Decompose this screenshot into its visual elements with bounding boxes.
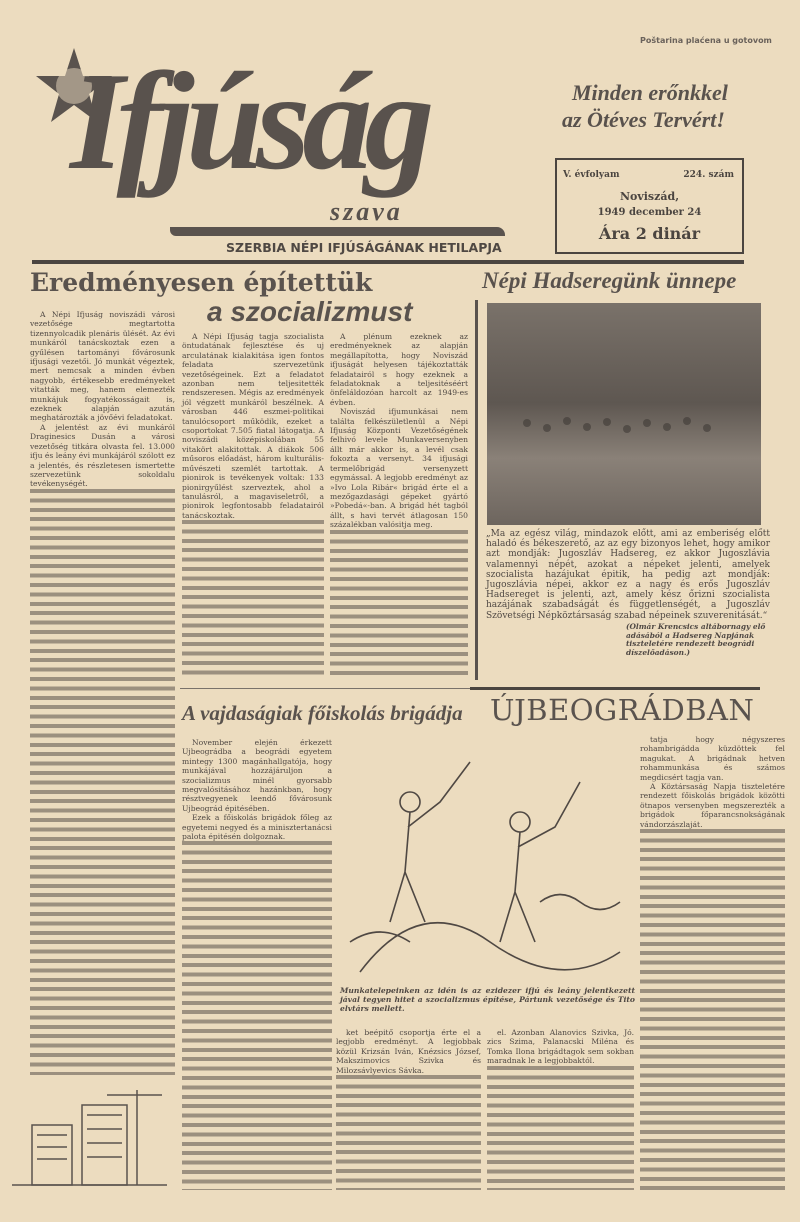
article1-column-3: [330, 332, 468, 680]
paragraph: A Népi Ifjuság noviszádi városi vezetősége megtartotta tizennyolcadik plenáris ülését. Az évi munkáról tanácskoztak ezen a gyűlésen tartományi fővárosunk ifjusági vezetői. Jó munkát végeztek, mert nemcsak a minden évben nagyobb, értékesebb eredményeket vitatták meg, hanem elemezték munkájuk fogyatékosságait is, ezeknek alapján azután meghatározták a jövőévi feladatokat.: [30, 310, 175, 423]
paragraph: tatja hogy négyszeres rohambrigádda küzdöttek fel magukat. A brigádnak hetven rohammunkása és számos megdicsért tagja van.: [640, 735, 785, 782]
quote-attribution: (Olmár Krencsics altábornagy elő adásából a Hadsereg Napjának tiszteletére rendezett beográdi díszelőadáson.): [626, 621, 766, 658]
paragraph: Noviszád ifjumunkásai nem találta felkészületlenül a Népi Ifjuság Központi Vezetőségének felhivó levele Munkaversenyben állt már akkor is, a levél csak fokozta a versenyt. 34 ifjusági termelőbrigád versenyzett egymással. A legjobb eredményt az »Ivo Lola Ribár« brigád érte el a mezőgazdasági gépeket gyártó »Pobedá«-ban. A brigád hét tagból állt, s havi tervét átlagosan 150 százalékban valósitja meg.: [330, 407, 468, 530]
article3-column-a-continued-text: [182, 841, 332, 1190]
paragraph: A Köztársaság Napja tiszteletére rendezett főiskolás brigádok közötti ötnapos versenyben megszerezték a brigádok főparancsnokságának vándorzászlaját.: [640, 782, 785, 829]
article3-column-b: [336, 1028, 481, 1190]
article3-column-c-continued-text: [487, 1066, 634, 1190]
article1-headline-1: Eredményesen építettük: [30, 268, 373, 297]
article2-headline: Népi Hadseregünk ünnepe: [482, 268, 737, 293]
price: Ára 2 dinár: [598, 224, 701, 243]
article3-column-a: [182, 738, 332, 1190]
newspaper-title-logo: Ifjúság: [70, 44, 427, 199]
paragraph: Ezek a főiskolás brigádok főleg az egyetemi negyed és a minisztertanácsi palota épitésén dolgoznak.: [182, 813, 332, 842]
article3-headline-2: ÚJBEOGRÁDBAN: [490, 693, 755, 727]
paragraph: A Népi Ifjuság tagja szocialista öntudatának fejlesztése és uj arculatának kialakitása igen fontos feladata szervezetünk vezetőségeinek. Ezt a feladatot azonban nem teljesitették rendszeresen. Mégis az eredmények jól végzett munkáról beszélnek. A városban 446 eszmei-politikai tanulócsoport működik, ezeket a csoportokat 7.505 fiatal látogatja. A noviszádi középiskolában 55 vitakört alakitottak. A diákok 506 műsoros előadást, három kulturális-művészeti szemlét tartottak. A pionirok is tevékenyek voltak: 133 pionirgyűlést szerveztek, ahol a tanulásról, a magaviseletről, a pionirok legfontosabb feladatairól tanácskoztak.: [182, 332, 324, 520]
paragraph: ket beépitő csoportja érte el a legjobb eredményt. A legjobbak közül Krizsán Iván, Knézsics József, Makszimovics Szivka és Milozsávlyevics Sávka.: [336, 1028, 481, 1075]
issue-number: 224. szám: [683, 170, 734, 180]
article2-border: [475, 300, 478, 680]
slogan-line-2: az Ötéves Tervért!: [562, 107, 725, 132]
slogan-line-1: Minden erőnkkel: [572, 80, 728, 105]
volume: V. évfolyam: [563, 170, 620, 180]
paragraph: el. Azonban Alanovics Szivka, Jó. zics Szima, Palanacski Miléna és Tomka Ilona brigádtagok sem sokban maradnak le a legjobbaktól.: [487, 1028, 634, 1066]
masthead-rule: [32, 260, 744, 264]
newspaper-subtitle: szava: [330, 197, 403, 226]
students-working-illustration: [340, 742, 635, 982]
paragraph: A plénum ezeknek az eredményeknek az alapján megállapította, hogy Noviszád ifjuságát helyesen tájékoztatták feladatairól s hogy ezeknek a feladatoknak a teljesitéséért önfeláldozóan harcolt az 1949-es évben.: [330, 332, 468, 407]
article3-column-b-continued-text: [336, 1075, 481, 1190]
article1-column-3-continued-text: [330, 530, 468, 680]
article1-column-2-continued-text: [182, 520, 324, 680]
article1-bottom-rule: [180, 688, 470, 689]
issue-info-box: [555, 158, 744, 254]
postage-note: Poštarina plaćena u gotovom: [640, 36, 772, 45]
article1-column-2: [182, 332, 324, 680]
paragraph: November elején érkezett Ujbeográdba a beográdi egyetem mintegy 1300 magánhallgatója, hogy munkájával hozzájáruljon a szocializmus minél gyorsabb megvalósitásához hazánkban, hogy résztvegyenek leendő fővárosunk Ujbeográd épitésében.: [182, 738, 332, 813]
paragraph: A jelentést az évi munkáról Draginesics Dusán a városi vezetőség titkára olvasta fel. 13.000 ifju és leány évi munkájáról szólott ez a jelentés, és részletesen ismertette szervezetünk sokoldalu tevékenységét.: [30, 422, 175, 489]
date: 1949 december 24: [597, 207, 702, 218]
logo-underline-swash: [170, 227, 505, 236]
section-rule: [470, 687, 760, 690]
article1-headline-2: a szocializmust: [207, 296, 413, 327]
quote-block: [486, 529, 770, 658]
army-parade-photo: [487, 303, 761, 525]
illustration-caption: Munkatelepeinken az idén is az ezidezer ifjú és leány jelentkezett jával tegyen hitet a szocializmus építése, Pártunk vezetősége és Tito elvtárs mellett.: [340, 986, 635, 1014]
article1-column-1-continued-text: [30, 489, 175, 1075]
article3-column-d: [640, 735, 785, 1190]
article3-column-d-continued-text: [640, 829, 785, 1190]
article1-column-1: [30, 310, 175, 1075]
tagline: SZERBIA NÉPI IFJÚSÁGÁNAK HETILAPJA: [226, 240, 502, 255]
article3-headline-1: A vajdaságiak főiskolás brigádja: [182, 701, 463, 725]
article3-column-c: [487, 1028, 634, 1190]
place: Noviszád,: [619, 190, 680, 203]
construction-illustration: [12, 1085, 167, 1190]
army-day-quote: „Ma az egész világ, mindazok előtt, ami az emberiség előtt haladó és békeszerető, az az egy bizonyos lehet, hogy amikor azt mondják: Jugoszláv Hadsereg, ez akkor Jugoszlávia valamennyi népét, azokat a népeket jelenti, amelyek szocialista hazájukat épitik, ha pedig azt mondják: Jugoszlávia népei, akkor ez a nagy és erős Jugoszláv Hadsereget is jelenti, azt, amely kész őrizni szocialista hazájának szabadságát és függetlenségét, a Jugoszláv Szövetségi Népköztársaság szabad népeinek szuverenitását.“: [486, 529, 770, 621]
